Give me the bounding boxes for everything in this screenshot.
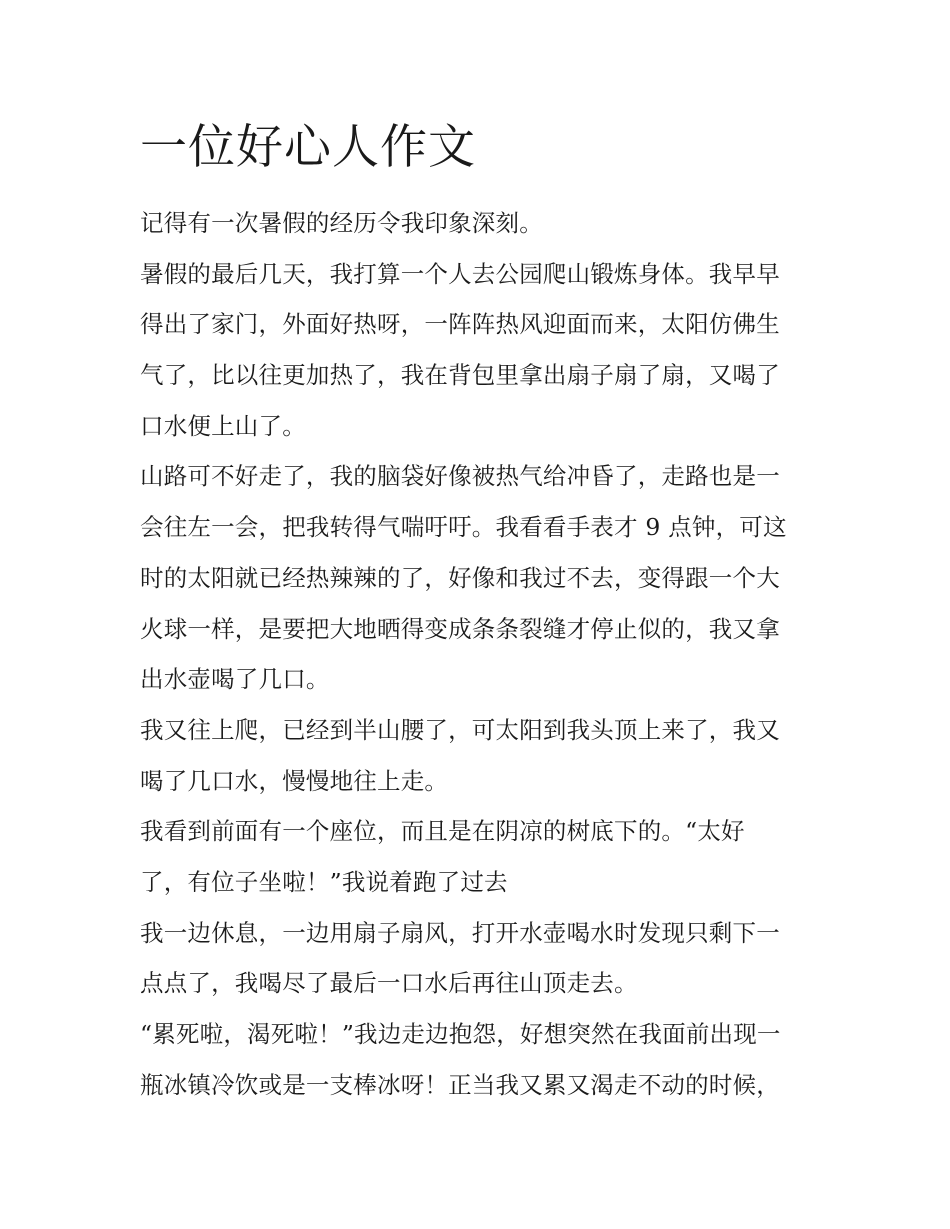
text-line: 时的太阳就已经热辣辣的了，好像和我过不去，变得跟一个大 xyxy=(140,563,780,592)
text-line: 瓶冰镇冷饮或是一支棒冰呀！正当我又累又渴走不动的时候， xyxy=(140,1070,780,1099)
text-line: 火球一样，是要把大地晒得变成条条裂缝才停止似的，我又拿 xyxy=(140,614,780,643)
text-line: 会往左一会，把我转得气喘吁吁。我看看手表才 9 点钟，可这 xyxy=(140,513,787,542)
text-line: 暑假的最后几天，我打算一个人去公园爬山锻炼身体。我早早 xyxy=(140,259,780,288)
essay-body xyxy=(140,198,820,1110)
text-line: 喝了几口水，慢慢地往上走。 xyxy=(140,766,449,795)
text-line: 我看到前面有一个座位，而且是在阴凉的树底下的。“太好 xyxy=(140,817,745,846)
text-line: 口水便上山了。 xyxy=(140,411,306,440)
text-line: 得出了家门，外面好热呀，一阵阵热风迎面而来，太阳仿佛生 xyxy=(140,310,780,339)
text-line: 记得有一次暑假的经历令我印象深刻。 xyxy=(140,209,543,237)
text-line: 出水壶喝了几口。 xyxy=(140,665,330,694)
text-line: 了，有位子坐啦！”我说着跑了过去 xyxy=(140,867,508,896)
text-line: 气了，比以往更加热了，我在背包里拿出扇子扇了扇，又喝了 xyxy=(140,361,780,390)
text-line: 点点了，我喝尽了最后一口水后再往山顶走去。 xyxy=(140,969,638,998)
document-title: 一位好心人作文 xyxy=(140,120,476,175)
text-line: 我又往上爬，已经到半山腰了，可太阳到我头顶上来了，我又 xyxy=(140,715,780,744)
text-line: 我一边休息，一边用扇子扇风，打开水壶喝水时发现只剩下一 xyxy=(140,918,780,947)
text-line: 山路可不好走了，我的脑袋好像被热气给冲昏了，走路也是一 xyxy=(140,462,780,491)
text-line: “累死啦，渴死啦！”我边走边抱怨，好想突然在我面前出现一 xyxy=(140,1020,781,1048)
